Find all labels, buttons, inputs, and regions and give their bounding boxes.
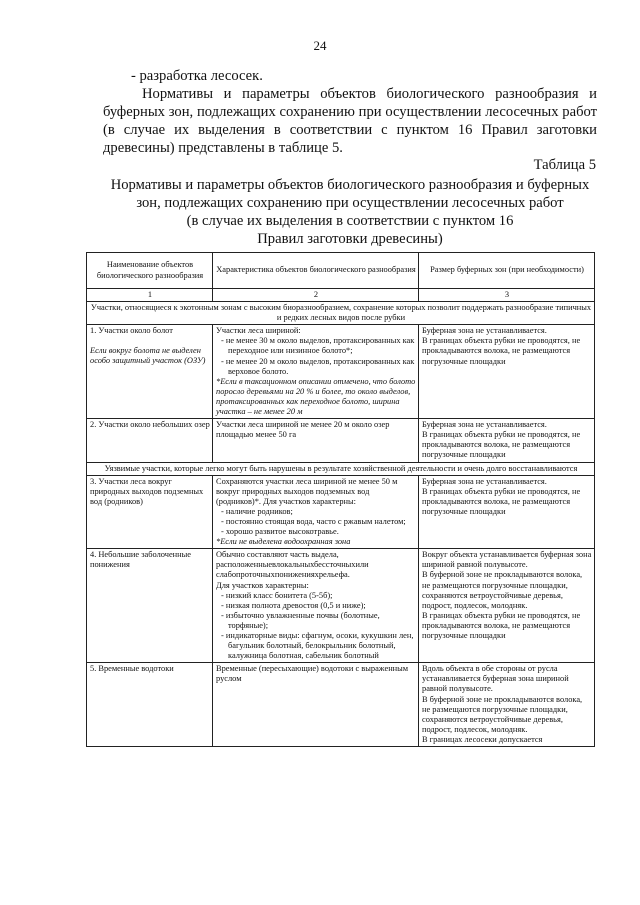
characteristic-item: - не менее 20 м около выделов, протаксированных как верховое болото. [221,356,415,376]
buffer-zone-text: Буферная зона не устанавливается. [422,420,547,430]
object-name-note: Если вокруг болота не выделен особо защитный участок (ОЗУ) [90,346,206,366]
section-heading: Участки, относящиеся к экотонным зонам с высоким биоразнообразием, сохранение которых позволит поддержать разнообразие типичных и редких лесных видов после рубки [87,302,595,325]
buffer-zone-text: В границах объекта рубки не проводятся, не прокладываются волока, не размещаются погрузочные площадки [422,430,581,460]
buffer-zone-text: В границах объекта рубки не проводятся, не прокладываются волока, не размещаются погрузочные площадки [422,336,581,366]
biodiversity-norms-table [86,252,595,747]
characteristic-item: - постоянно стоящая вода, часто с ржавым налетом; [221,516,406,526]
characteristic-item: - индикаторные виды: сфагнум, осоки, кукушкин лен, багульник болотный, белокрыльник болотный, калужница болотная, сабельник болотный [221,631,414,661]
characteristic-lead: Сохраняются участки леса шириной не менее 50 м вокруг природных выходов подземных вод (родников)*. Для участков характерны: [216,476,398,506]
buffer-zone-text: Буферная зона не устанавливается. [422,476,547,486]
characteristic-item: - наличие родников; [221,506,293,516]
column-number: 3 [419,289,595,302]
table-row [87,549,595,663]
characteristic-footnote: *Если не выделена водоохранная зона [216,537,351,547]
characteristic-lead: Участки леса шириной: [216,326,301,336]
characteristic-item: - не менее 30 м около выделов, протаксированных как переходное или низинное болото*; [221,336,415,356]
characteristic-item: - низкая полнота древостоя (0,5 и ниже); [221,600,366,610]
buffer-zone-text: Вдоль объекта в обе стороны от русла устанавливается буферная зона шириной равной полувысоте. [422,664,569,694]
object-name-cell [87,325,213,419]
intro-paragraph: Нормативы и параметры объектов биологического разнообразия и буферных зон, подлежащих сохранению при осуществлении лесосечных работ (в случае их выделения в соответствии с пунктом 16 Правил заготовки древесины) представлены в таблице 5. [103,86,597,156]
buffer-zone-text: В буферной зоне не прокладываются волока, не размещаются погрузочные площадки, сохраняются ветроустойчивые деревья, подрост, подлесок, молодняк. [422,570,583,610]
buffer-zone-text: В границах объекта рубки не проводятся, не прокладываются волока, не размещаются погрузочные площадки [422,610,581,640]
buffer-zone-text: Вокруг объекта устанавливается буферная зона шириной равной полувысоте. [422,550,592,570]
column-number-row [87,289,595,302]
object-name: 1. Участки около болот [90,326,173,336]
characteristic-footnote: *Если в таксационном описании отмечено, что болото поросло деревьями на 20 % и более, то около выделов, протаксированных как переходное болото, ширина участка – не менее 20 м [216,376,416,417]
table-row [87,663,595,747]
buffer-zone-cell [419,663,595,747]
buffer-zone-cell [419,475,595,549]
characteristic-lead: Для участков характерны: [216,580,309,590]
object-name-cell: 5. Временные водотоки [87,663,213,747]
page-number: 24 [313,38,327,53]
header-cell: Наименование объектов биологического разнообразия [87,253,213,289]
buffer-zone-text: Буферная зона не устанавливается. [422,326,547,336]
characteristic-item: - избыточно увлажненные почвы (болотные, торфяные); [221,610,380,630]
buffer-zone-cell [419,419,595,462]
buffer-zone-text: В границах объекта рубки не проводятся, не прокладываются волока, не размещаются погрузочные площадки [422,486,581,516]
buffer-zone-cell [419,325,595,419]
table-row [87,475,595,549]
section-heading: Уязвимые участки, которые легко могут быть нарушены в результате хозяйственной деятельности и очень долго восстанавливаются [87,462,595,475]
characteristic-item: - хорошо развитое высокотравье. [221,527,339,537]
characteristic-cell: Временные (пересыхающие) водотоки с выраженным руслом [213,663,419,747]
characteristic-cell [213,475,419,549]
table-title [103,176,597,248]
table-header-row [87,253,595,289]
buffer-zone-text: В границах лесосеки допускается [422,734,543,744]
table-title-line: Нормативы и параметры объектов биологического разнообразия и буферных [110,177,590,193]
characteristic-cell [213,325,419,419]
characteristic-cell [213,549,419,663]
object-name-cell: 4. Небольшие заболоченные понижения [87,549,213,663]
column-number: 1 [87,289,213,302]
table-title-line: зон, подлежащих сохранению при осуществлении лесосечных работ [136,195,564,211]
development-list-item: - разработка лесосек. [131,68,263,84]
characteristic-item: - низкий класс бонитета (5-5б); [221,590,333,600]
characteristic-cell: Участки леса шириной не менее 20 м около озер площадью менее 50 га [213,419,419,462]
section-row [87,302,595,325]
table-title-line: (в случае их выделения в соответствии с пунктом 16 [186,213,514,229]
section-row [87,462,595,475]
table-row [87,325,595,419]
table-title-line: Правил заготовки древесины) [257,231,443,247]
table-label: Таблица 5 [533,157,596,173]
header-cell: Размер буферных зон (при необходимости) [419,253,595,289]
object-name-cell: 3. Участки леса вокруг природных выходов подземных вод (родников) [87,475,213,549]
buffer-zone-text: В буферной зоне не прокладываются волока, не размещаются погрузочные площадки, сохраняются ветроустойчивые деревья, подрост, подлесок, молодняк. [422,694,583,734]
column-number: 2 [213,289,419,302]
object-name-cell: 2. Участки около небольших озер [87,419,213,462]
table-row [87,419,595,462]
characteristic-lead: Обычно составляют часть выдела, расположенныевлокальныхбессточныхили слабопроточныхпониженияхрельефа. [216,550,369,580]
buffer-zone-cell [419,549,595,663]
header-cell: Характеристика объектов биологического разнообразия [213,253,419,289]
